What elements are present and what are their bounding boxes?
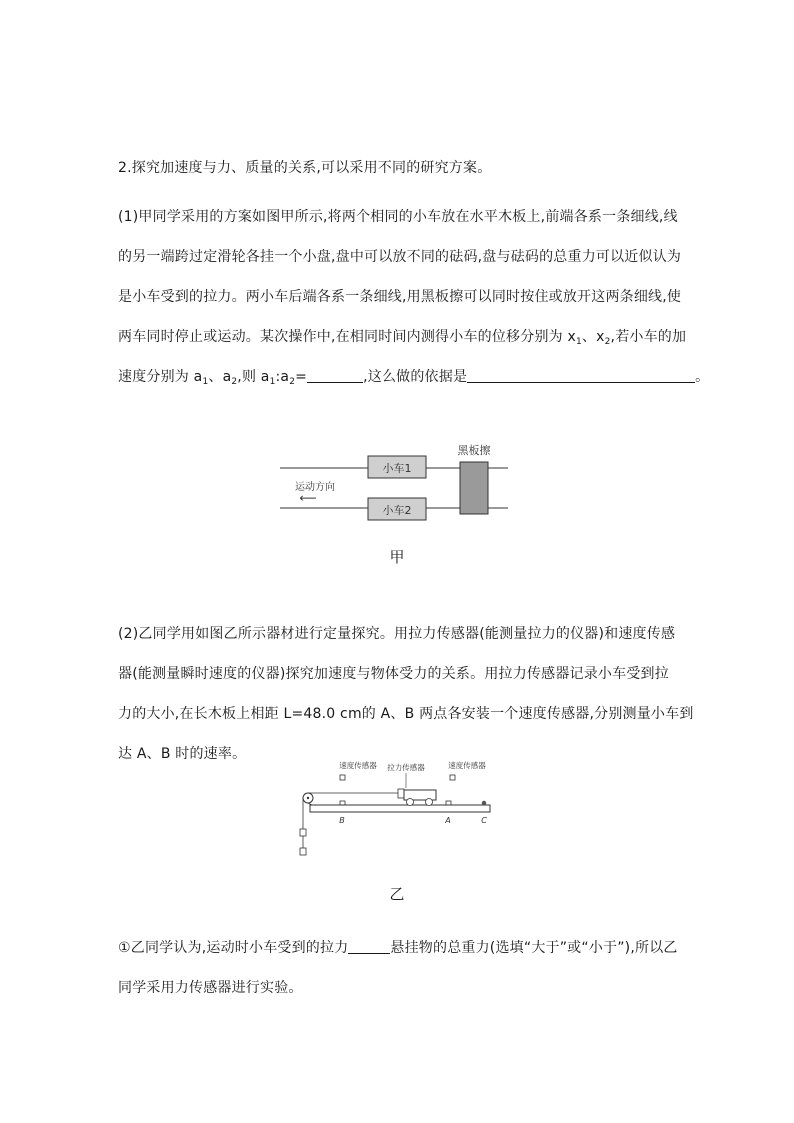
car2-label: 小车2 bbox=[382, 504, 412, 517]
speed-sensor-icon bbox=[450, 775, 455, 780]
point-a-label: A bbox=[445, 816, 451, 825]
force-sensor-icon bbox=[398, 789, 404, 798]
long-board bbox=[310, 805, 490, 812]
pulley-axle-icon bbox=[307, 797, 309, 799]
point-b-marker bbox=[340, 801, 345, 805]
force-sensor-label: 拉力传感器 bbox=[387, 763, 425, 772]
sub1-line: 同学采用力传感器进行实验。 bbox=[118, 980, 303, 996]
speed-sensor-right-label: 速度传感器 bbox=[448, 761, 486, 770]
answer-blank-ratio[interactable] bbox=[307, 368, 363, 383]
point-c-label: C bbox=[481, 816, 487, 825]
part1-line: (1)甲同学采用的方案如图甲所示,将两个相同的小车放在水平木板上,前端各系一条细线,线 bbox=[118, 209, 678, 225]
point-b-label: B bbox=[339, 816, 345, 825]
speed-sensor-left-label: 速度传感器 bbox=[339, 761, 377, 770]
point-a-marker bbox=[446, 801, 451, 805]
part1-line: 是小车受到的拉力。两小车后端各系一条细线,用黑板擦可以同时按住或放开这两条细线,使 bbox=[118, 289, 682, 305]
figure-jia bbox=[270, 440, 520, 530]
hanging-weight-icon bbox=[300, 848, 306, 855]
left-arrow-icon: ⟵ bbox=[299, 491, 317, 505]
sub1-line: ①乙同学认为,运动时小车受到的拉力 悬挂物的总重力(选填“大于”或“小于”),所以乙 bbox=[118, 940, 678, 956]
part1-line: 速度分别为 $a_1$、$a_2$,则 $a_1:a_2=$ ,这么做的依据是 。 bbox=[118, 369, 710, 387]
eraser-block bbox=[460, 462, 488, 514]
cart-wheel-icon bbox=[407, 799, 414, 806]
figure-yi-caption: 乙 bbox=[389, 885, 405, 903]
part2-line: 器(能测量瞬时速度的仪器)探究加速度与物体受力的关系。用拉力传感器记录小车受到拉 bbox=[118, 666, 669, 682]
part2-paragraph bbox=[118, 614, 694, 774]
cart-wheel-icon bbox=[426, 799, 433, 806]
part2-line: (2)乙同学用如图乙所示器材进行定量探究。用拉力传感器(能测量拉力的仪器)和速度传感 bbox=[118, 626, 676, 642]
direction-label: 运动方向 bbox=[295, 482, 335, 493]
car1-label: 小车1 bbox=[382, 462, 412, 475]
stopper-c-icon bbox=[482, 801, 486, 805]
figure-yi bbox=[296, 756, 496, 864]
sub1-paragraph bbox=[118, 928, 688, 1008]
part2-line: 力的大小,在长木板上相距 L=48.0 cm的 A、B 两点各安装一个速度传感器,分别测量小车到 bbox=[118, 706, 694, 722]
answer-blank-reason[interactable] bbox=[467, 368, 695, 383]
question-intro: 2.探究加速度与力、质量的关系,可以采用不同的研究方案。 bbox=[118, 160, 492, 176]
figure-jia-caption: 甲 bbox=[389, 548, 405, 566]
part1-paragraph bbox=[118, 197, 710, 397]
hanging-weight-icon bbox=[300, 829, 306, 836]
part1-line: 的另一端跨过定滑轮各挂一个小盘,盘中可以放不同的砝码,盘与砝码的总重力可以近似认为 bbox=[118, 249, 682, 265]
speed-sensor-icon bbox=[340, 775, 345, 780]
part2-line: 达 A、B 时的速率。 bbox=[118, 746, 247, 762]
answer-blank-compare[interactable] bbox=[348, 939, 390, 954]
part1-line: 两车同时停止或运动。某次操作中,在相同时间内测得小车的位移分别为 $x_1$、$x_2$,若小车的加 bbox=[118, 329, 687, 347]
eraser-label: 黑板擦 bbox=[457, 444, 491, 457]
